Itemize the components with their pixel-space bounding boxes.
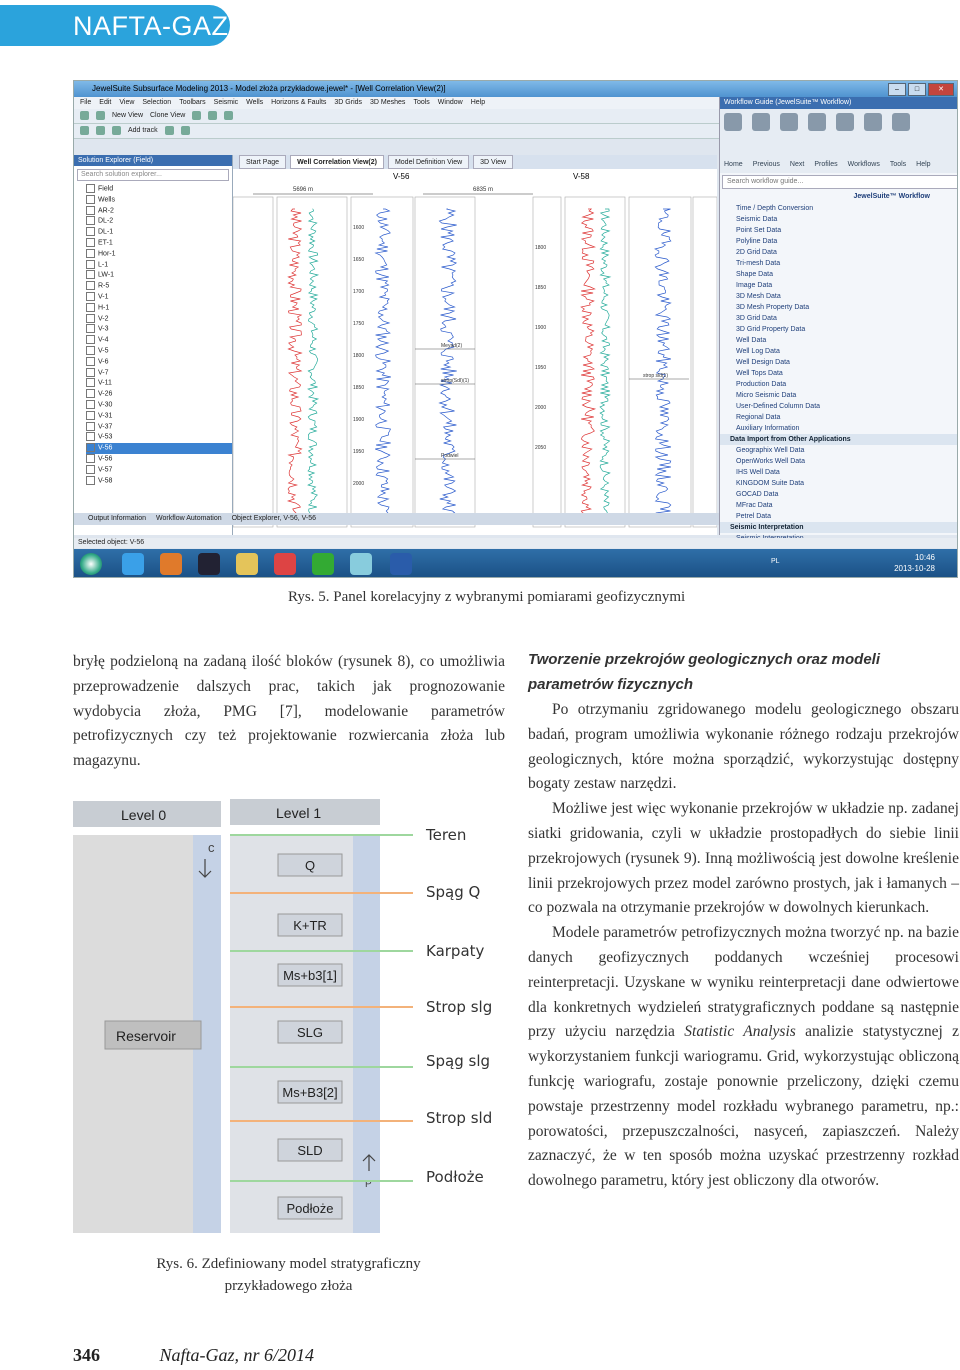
workflow-item[interactable]: Well Data	[736, 337, 767, 344]
tree-item[interactable]	[86, 357, 232, 368]
right-column	[528, 647, 959, 1194]
tree-item-label: V-7	[98, 368, 109, 376]
toolbar-icon[interactable]	[165, 126, 174, 135]
workflow-heading: JewelSuite™ Workflow	[853, 193, 930, 200]
log-track	[415, 197, 475, 527]
tree-item[interactable]	[86, 335, 232, 346]
strat-unit-label: K+TR	[293, 918, 327, 933]
tree-item-label: R-5	[98, 282, 110, 290]
depth-tick: 2050	[535, 445, 547, 451]
well-tree	[74, 184, 232, 486]
figure-caption-6: Rys. 6. Zdefiniowany model stratygraficzny przykładowego złoża	[156, 1256, 421, 1294]
menu-item[interactable]: 3D Meshes	[370, 99, 406, 106]
menu-item[interactable]: Help	[470, 99, 486, 106]
tree-item[interactable]	[86, 227, 232, 238]
checkbox-icon[interactable]	[86, 292, 95, 301]
menu-item[interactable]: View	[119, 99, 135, 106]
workflow-nav-labels	[720, 161, 958, 173]
workflow-nav-label[interactable]: Workflows	[847, 161, 880, 168]
checkbox-icon[interactable]	[86, 335, 95, 344]
next-icon[interactable]	[780, 113, 798, 131]
menu-item[interactable]: 3D Grids	[334, 99, 363, 106]
workflow-item[interactable]: Production Data	[736, 381, 787, 388]
horizon-label: Spąg slg	[426, 1052, 491, 1070]
language-indicator[interactable]: PL	[771, 558, 780, 565]
depth-tick: 1950	[535, 365, 547, 371]
tree-item[interactable]	[86, 314, 232, 325]
level1-label: Level 1	[276, 805, 322, 821]
tree-item[interactable]	[86, 400, 232, 411]
view-tab[interactable]: Start Page	[239, 155, 286, 169]
log-track	[693, 197, 717, 527]
toolbar-icon[interactable]	[96, 126, 105, 135]
c-label: c	[208, 840, 215, 855]
workflow-nav-label[interactable]: Home	[724, 161, 743, 168]
tree-item-label: AR-2	[98, 206, 114, 214]
window-title: JewelSuite Subsurface Modeling 2013 - Model złoża przykładowe.jewel* - [Well Correlation View(2)]	[92, 84, 446, 93]
depth-tick: 1650	[353, 257, 365, 263]
checkbox-icon[interactable]	[86, 324, 95, 333]
solution-search-input[interactable]: Search solution explorer...	[77, 169, 229, 181]
ie-icon[interactable]	[122, 553, 144, 575]
taskbar-clock: 10:46 2013-10-28	[894, 553, 935, 573]
tree-item[interactable]	[86, 206, 232, 217]
toolbar-icon[interactable]	[80, 126, 89, 135]
tree-item-label: V-31	[98, 412, 113, 420]
help-icon[interactable]	[892, 113, 910, 131]
menu-item[interactable]: Seismic	[213, 99, 239, 106]
workflow-item[interactable]: IHS Well Data	[736, 469, 780, 476]
workflow-item[interactable]: Tri-mesh Data	[736, 260, 781, 267]
workflow-item[interactable]: Micro Seismic Data	[736, 392, 797, 399]
workflow-item[interactable]: MFrac Data	[736, 502, 773, 509]
toolbar-icon[interactable]	[112, 126, 121, 135]
jewel-icon[interactable]	[350, 553, 372, 575]
log-curve	[308, 209, 318, 517]
tree-item-label: DL-1	[98, 228, 114, 236]
marker-label: strop sld(1)	[643, 373, 669, 379]
toolbar-icon[interactable]	[80, 111, 89, 120]
workflow-item[interactable]: GOCAD Data	[736, 491, 779, 498]
checkbox-icon[interactable]	[86, 432, 95, 441]
strat-unit-label: Q	[304, 858, 316, 873]
tree-item-label: V-1	[98, 293, 109, 301]
journal-issue: Nafta-Gaz, nr 6/2014	[159, 1345, 315, 1365]
tree-item[interactable]	[86, 346, 232, 357]
log-curve	[439, 209, 456, 517]
log-track	[565, 197, 625, 527]
tree-item[interactable]	[86, 260, 232, 271]
windows-taskbar	[74, 549, 957, 578]
checkbox-icon[interactable]	[86, 411, 95, 420]
tree-item-label: H-1	[98, 304, 110, 312]
view-tab[interactable]: Model Definition View	[388, 155, 469, 169]
workflow-item[interactable]: 2D Grid Data	[736, 249, 777, 256]
workflow-item[interactable]: Well Log Data	[736, 348, 780, 355]
add-track-button[interactable]: Add track	[128, 127, 158, 134]
well-log-panel	[233, 169, 717, 535]
level0-label: Level 0	[121, 807, 167, 823]
workflow-nav-label[interactable]: Profiles	[814, 161, 838, 168]
window-titlebar	[74, 81, 957, 97]
checkbox-icon[interactable]	[86, 216, 95, 225]
new-view-button[interactable]: New View	[112, 112, 143, 119]
tree-item-label: V-3	[98, 325, 109, 333]
checkbox-icon[interactable]	[86, 476, 95, 485]
paragraph-2: Możliwe jest więc wykonanie przekrojów w układzie np. zadanej siatki gridowania, czyli w układzie prostopadłych do siebie linii przekrojowych (rysunek 9). Inną możliwością jest dowolne kreślenie linii przekrojowych przez model zarówno prostych, jak i łamanych – co pozwala na otrzymanie przekrojów w dowolnych kierunkach.	[528, 800, 959, 917]
depth-tick: 1850	[535, 285, 547, 291]
tree-item-label: V-5	[98, 347, 109, 355]
tree-item[interactable]	[86, 411, 232, 422]
clone-view-button[interactable]: Clone View	[150, 112, 186, 119]
menu-item[interactable]: File	[80, 99, 92, 106]
checkbox-icon[interactable]	[86, 465, 95, 474]
depth-tick: 1800	[353, 353, 365, 359]
toolbar-icon[interactable]	[208, 111, 217, 120]
log-curve	[581, 209, 595, 517]
log-track	[351, 197, 413, 527]
home-icon[interactable]	[724, 113, 742, 131]
checkbox-icon[interactable]	[86, 303, 95, 312]
tree-item[interactable]	[86, 454, 232, 465]
tree-item[interactable]	[86, 303, 232, 314]
app-icon[interactable]	[198, 553, 220, 575]
tree-item[interactable]	[86, 368, 232, 379]
checkbox-icon[interactable]	[86, 260, 95, 269]
workflow-nav-label[interactable]: Tools	[889, 161, 907, 168]
depth-tick: 1950	[353, 449, 365, 455]
marker-label: strop(SdI)(1)	[441, 378, 470, 384]
strat-unit-label: Ms+b3[1]	[283, 968, 337, 983]
bottom-tabs	[74, 513, 719, 525]
tree-item[interactable]	[86, 238, 232, 249]
tree-item[interactable]	[86, 249, 232, 260]
bottom-tab[interactable]: Object Explorer, V-56, V-56	[231, 515, 317, 522]
menu-item[interactable]: Selection	[142, 99, 172, 106]
checkbox-icon[interactable]	[86, 389, 95, 398]
depth-tick: 1800	[535, 245, 547, 251]
distance-label: 5696 m	[293, 187, 314, 193]
workflow-item[interactable]: Seismic Data	[736, 216, 778, 223]
paragraph-3: Modele parametrów petrofizycznych można tworzyć np. na bazie danych geofizycznych poddanych wcześniej procesowi reinterpretacji. Uzyskane w wyniku reinterpretacji dane odwiertowe dla konkretnych wydzieleń stratygraficznych poddane są następnie przy użyciu narzędzia Statistic Analysis analizie statystycznej z wykorzystaniem funkcji wariogramu. Grid, wykorzystując obliczoną funkcję wariografu, zostaje ponownie przeliczony, dzięki czemu powstaje przestrzenny model rozkładu wybranego parametru, np.: porowatości, przepuszczalności, nasyceń, zapiaszczeń. Należy zaznaczyć, że w ten sposób można uzyskać przestrzenny rozkład dowolnego parametru, który jest obliczony dla otworów.	[528, 924, 959, 1190]
depth-tick: 1700	[353, 289, 365, 295]
tree-item-label: V-4	[98, 336, 109, 344]
tree-item[interactable]	[86, 184, 232, 195]
tree-item-label: V-2	[98, 314, 109, 322]
minimize-button[interactable]: –	[888, 83, 906, 96]
strat-unit-label: SLG	[296, 1025, 324, 1040]
tree-item[interactable]	[86, 465, 232, 476]
bottom-tab[interactable]: Output Information	[88, 515, 146, 522]
toolbar-icon[interactable]	[96, 111, 105, 120]
workflow-section[interactable]: Seismic Interpretation	[720, 522, 958, 533]
menu-item[interactable]: Toolbars	[179, 99, 206, 106]
menu-item[interactable]: Wells	[246, 99, 264, 106]
toolbar-icon[interactable]	[224, 111, 233, 120]
workflow-search-input[interactable]: Search workflow guide...	[722, 175, 958, 189]
tree-item-label: LW-1	[98, 271, 115, 279]
checkbox-icon[interactable]	[86, 368, 95, 377]
checkbox-icon[interactable]	[86, 249, 95, 258]
checkbox-icon[interactable]	[86, 281, 95, 290]
tree-item-label: Field	[98, 185, 114, 193]
workflow-item[interactable]: OpenWorks Well Data	[736, 458, 805, 465]
workflow-item[interactable]: KINGDOM Suite Data	[736, 480, 805, 487]
tree-item[interactable]	[86, 422, 232, 433]
log-curve	[655, 209, 671, 517]
workflow-item[interactable]: Geographix Well Data	[736, 447, 805, 454]
workflow-item[interactable]: Point Set Data	[736, 227, 782, 234]
maximize-button[interactable]: □	[908, 83, 926, 96]
horizon-label: Karpaty	[426, 942, 485, 960]
well-name: V-56	[393, 172, 410, 181]
tree-item-label: V-58	[98, 476, 113, 484]
workflow-item[interactable]: Image Data	[736, 282, 773, 289]
checkbox-icon[interactable]	[86, 422, 95, 431]
tree-item[interactable]	[86, 443, 232, 454]
depth-tick: 1850	[353, 385, 365, 391]
checkbox-icon[interactable]	[86, 238, 95, 247]
strat-unit-label: Podłoże	[286, 1201, 334, 1216]
log-track	[277, 197, 347, 527]
workflows-icon[interactable]	[836, 113, 854, 131]
tree-item[interactable]	[86, 281, 232, 292]
workflow-nav-label[interactable]: Help	[916, 161, 931, 168]
well-name: V-58	[573, 172, 590, 181]
menu-item[interactable]: Window	[437, 99, 463, 106]
horizon-label: Podłoże	[426, 1168, 484, 1186]
tree-item-label: Hor-1	[98, 250, 116, 258]
distance-label: 6835 m	[473, 187, 494, 193]
log-track	[233, 197, 273, 527]
view-tabs	[233, 155, 717, 169]
profiles-icon[interactable]	[808, 113, 826, 131]
tree-item[interactable]	[86, 324, 232, 335]
strat-unit-label: SLD	[297, 1143, 323, 1158]
horizon-label: Spąg Q	[426, 883, 481, 901]
checkbox-icon[interactable]	[86, 378, 95, 387]
paragraph-1: Po otrzymaniu zgridowanego modelu geologicznego obszaru badań, program umożliwia wykonanie różnego rodzaju przekrojów geologicznych, które można sporządzić, wykorzystując dostępny bogaty zestaw narzędzi.	[528, 701, 959, 793]
p-label: P	[365, 1179, 372, 1190]
tree-item-label: ET-1	[98, 239, 113, 247]
page-footer	[73, 1345, 314, 1366]
checkbox-icon[interactable]	[86, 400, 95, 409]
reservoir-label: Reservoir	[116, 1028, 176, 1044]
word-icon[interactable]	[390, 553, 412, 575]
tree-item-label: Wells	[98, 196, 115, 204]
tree-item-label: V-37	[98, 422, 113, 430]
workflow-item[interactable]: Well Design Data	[736, 359, 790, 366]
tree-item[interactable]	[86, 292, 232, 303]
depth-tick: 1900	[353, 417, 365, 423]
tree-item-label: V-6	[98, 358, 109, 366]
software-screenshot	[73, 80, 958, 578]
stratigraphic-model-figure	[73, 799, 503, 1239]
log-curve	[375, 209, 391, 517]
firefox-icon[interactable]	[160, 553, 182, 575]
horizon-label: Strop sld	[426, 1109, 493, 1127]
workflow-item[interactable]: User-Defined Column Data	[736, 403, 821, 410]
view-tab[interactable]: Well Correlation View(2)	[290, 155, 384, 169]
menu-item[interactable]: Horizons & Faults	[271, 99, 327, 106]
checkbox-icon[interactable]	[86, 443, 95, 452]
folder-icon[interactable]	[236, 553, 258, 575]
workflow-title: Workflow Guide (JewelSuite™ Workflow)	[720, 97, 958, 109]
checkbox-icon[interactable]	[86, 454, 95, 463]
toolbar-icon[interactable]	[181, 126, 190, 135]
level1-arrow-band	[353, 835, 380, 1233]
checkbox-icon[interactable]	[86, 195, 95, 204]
tree-item[interactable]	[86, 270, 232, 281]
tree-item[interactable]	[86, 476, 232, 487]
toolbar-icon[interactable]	[192, 111, 201, 120]
log-curve	[600, 209, 610, 517]
checkbox-icon[interactable]	[86, 206, 95, 215]
workflow-item[interactable]: 3D Mesh Property Data	[736, 304, 810, 311]
depth-tick: 1900	[535, 325, 547, 331]
marker-label: Podwiel	[441, 453, 459, 459]
depth-tick: 1750	[353, 321, 365, 327]
log-curve	[288, 209, 302, 517]
workflow-section[interactable]: Data Import from Other Applications	[720, 434, 958, 445]
tree-item-label: V-56	[98, 444, 113, 452]
depth-tick: 2000	[535, 405, 547, 411]
solution-explorer-title: Solution Explorer (Field)	[74, 155, 232, 166]
tree-item[interactable]	[86, 216, 232, 227]
workflow-item[interactable]: Polyline Data	[736, 238, 778, 245]
start-button-icon[interactable]	[80, 553, 102, 575]
strat-unit-label: Ms+B3[2]	[282, 1085, 338, 1100]
workflow-item[interactable]: Petrel Data	[736, 513, 772, 520]
status-bar: Selected object: V-56	[74, 538, 958, 548]
checkbox-icon[interactable]	[86, 184, 95, 193]
tree-item[interactable]	[86, 378, 232, 389]
tree-item-label: V-56	[98, 455, 113, 463]
checkbox-icon[interactable]	[86, 314, 95, 323]
workflow-guide	[719, 97, 958, 535]
tools-icon[interactable]	[864, 113, 882, 131]
well-correlation-view	[233, 155, 717, 535]
tree-item-label: L-1	[98, 260, 109, 268]
menu-item[interactable]: Tools	[413, 99, 430, 106]
solution-explorer	[74, 155, 233, 535]
workflow-nav-label[interactable]: Previous	[752, 161, 780, 168]
media-icon[interactable]	[274, 553, 296, 575]
bottom-tab[interactable]: Workflow Automation	[155, 515, 222, 522]
workflow-nav-label[interactable]: Next	[789, 161, 805, 168]
previous-icon[interactable]	[752, 113, 770, 131]
workflow-nav-icons	[720, 109, 958, 161]
left-column-text: bryłę podzieloną na zadaną ilość bloków (rysunek 8), co umożliwia przeprowadzenie dalszych prac, takich jak prognozowanie wydobycia złoża, PMG [7], modelowanie parametrów petrofizycznych czy też projektowanie rozwiercania złoża lub magazynu.	[73, 653, 505, 770]
workflow-item[interactable]: Shape Data	[736, 271, 773, 278]
workflow-list	[720, 203, 958, 544]
close-button[interactable]: ✕	[928, 83, 954, 96]
workflow-item[interactable]: 3D Grid Data	[736, 315, 777, 322]
tree-item-label: V-53	[98, 433, 113, 441]
checkbox-icon[interactable]	[86, 270, 95, 279]
checkbox-icon[interactable]	[86, 227, 95, 236]
workflow-item[interactable]: Auxiliary Information	[736, 425, 800, 432]
page-number: 346	[73, 1345, 100, 1365]
section-heading: Tworzenie przekrojów geologicznych oraz modeli parametrów fizycznych	[528, 651, 881, 693]
depth-tick: 2000	[353, 481, 365, 487]
figure-caption-5: Rys. 5. Panel korelacyjny z wybranymi pomiarami geofizycznymi	[288, 589, 686, 605]
horizon-label: Teren	[426, 826, 467, 844]
marker-label: Meyad(2)	[441, 343, 463, 349]
journal-banner: NAFTA-GAZ	[0, 5, 230, 46]
tree-item[interactable]	[86, 389, 232, 400]
menu-item[interactable]: Edit	[99, 99, 112, 106]
tree-item-label: V-11	[98, 379, 112, 387]
tree-item-label: V-57	[98, 466, 113, 474]
tree-item-label: DL-2	[98, 217, 114, 225]
chrome-icon[interactable]	[312, 553, 334, 575]
checkbox-icon[interactable]	[86, 357, 95, 366]
depth-tick: 1600	[353, 225, 365, 231]
view-tab[interactable]: 3D View	[473, 155, 513, 169]
checkbox-icon[interactable]	[86, 346, 95, 355]
tree-item-label: V-30	[98, 401, 113, 409]
workflow-item[interactable]: Regional Data	[736, 414, 781, 421]
workflow-item[interactable]: 3D Mesh Data	[736, 293, 781, 300]
workflow-item[interactable]: Time / Depth Conversion	[736, 205, 814, 212]
workflow-item[interactable]: Well Tops Data	[736, 370, 783, 377]
workflow-item[interactable]: 3D Grid Property Data	[736, 326, 806, 333]
tree-item[interactable]	[86, 432, 232, 443]
tree-item-label: V-26	[98, 390, 113, 398]
tree-item[interactable]	[86, 195, 232, 206]
horizon-label: Strop slg	[426, 998, 493, 1016]
